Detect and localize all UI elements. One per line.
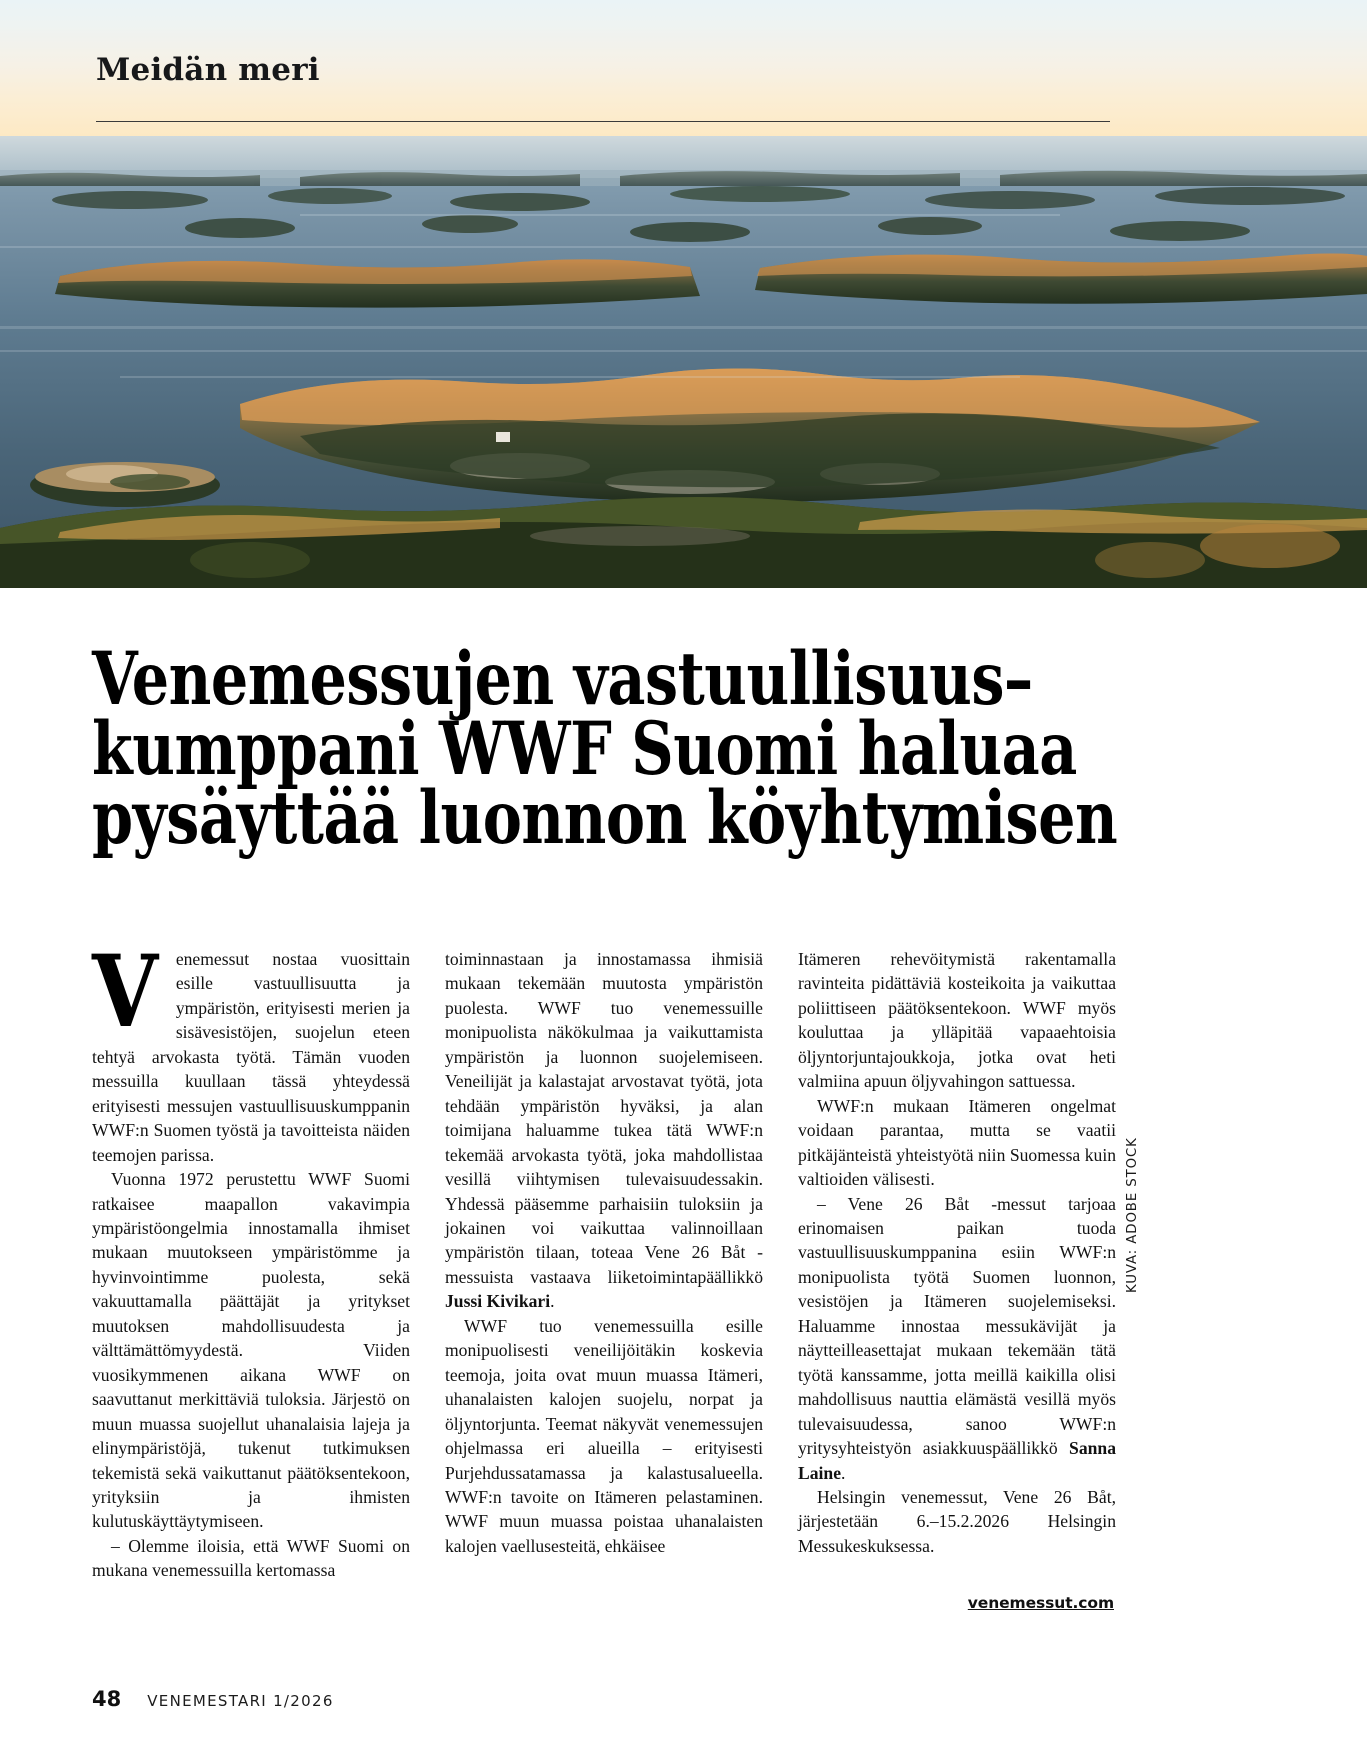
person-name: Jussi Kivikari <box>445 1291 551 1312</box>
body-paragraph: Vuonna 1972 perustettu WWF Suomi ratkaisee maapallon vakavimpia ympäristöongelmia innostamalla ihmiset mukaan muutokseen ympäristömme ja hyvinvointimme puolesta, sekä vakuuttamalla päättäjät ja yritykset muutoksen mahdollisuudesta ja välttämättömyydestä. Viiden vuosikymmenen aikana WWF on saavuttanut merkittäviä tuloksia. Järjestö on muun muassa suojellut uhanalaisia lajeja ja elinympäristöjä, tukenut tutkimuksen tekemistä sekä vaikuttanut päätöksentekoon, yrityksiin ja ihmisten kulutuskäyttäytymiseen. <box>92 1169 410 1532</box>
body-paragraph: – Vene 26 Båt -messut tarjoaa erinomaisen paikan tuoda vastuullisuuskumppanina esiin WWF:n monipuolista työtä Suomen luonnon, vesistöjen ja Itämeren suojelemiseksi. Haluamme innostaa messukävijät ja näytteilleasettajat mukaan tekemään tätä työtä kanssamme, jotta meillä kaikilla olisi mahdollisuus nauttia elämästä vesillä myös tulevaisuudessa, sanoo WWF:n yritysyhteistyön asiakkuuspäällikkö Sanna Laine. <box>798 1193 1116 1483</box>
publication-issue: VENEMESTARI 1/2026 <box>147 1692 334 1710</box>
hero-photo <box>0 136 1367 588</box>
article-headline <box>92 635 1118 862</box>
headline-line-1: Venemessujen vastuullisuus– <box>92 635 1033 722</box>
body-paragraph: toiminnastaan ja innostamassa ihmisiä mukaan tekemään muutosta ympäristön puolesta. WWF tuo venemessuille monipuolista näkökulmaa ja vaikuttamista ympäristön ja luonnon suojelemiseen. Veneilijät ja kalastajat arvostavat työtä, jota tehdään ympäristön hyväksi, ja alan toimijana haluamme tukea tätä WWF:n tekemää arvokasta työtä, joka mahdollistaa vesillä viihtymisen tulevaisuudessakin. Yhdessä pääsemme parhaisiin tuloksiin ja jokainen voi vaikuttaa valinnoillaan ympäristön tilaan, toteaa Vene 26 Båt -messuista vastaava liiketoimintapäällikkö Jussi Kivikari. <box>445 949 763 1312</box>
drop-cap: V <box>92 934 159 1050</box>
page-footer <box>92 1687 334 1711</box>
photo-credit: KUVA: ADOBE STOCK <box>1125 1137 1140 1293</box>
header-band <box>0 0 1367 136</box>
body-column-1 <box>92 934 410 1587</box>
body-paragraph: Itämeren rehevöitymistä rakentamalla ravinteita pidättäviä kosteikoita ja vaikuttaa poliittiseen päätöksentekoon. WWF myös kouluttaa ja ylläpitää vapaaehtoisia öljyntorjuntajoukkoja, jotka ovat heti valmiina apuun öljyvahingon sattuessa. <box>798 949 1116 1092</box>
body-column-2 <box>445 947 763 1587</box>
body-paragraph: V enemessut nostaa vuosittain esille vastuullisuutta ja ympäristön, erityisesti merien ja sisävesistöjen, suojelun eteen tehtyä arvokasta työtä. Tämän vuoden messuilla kuullaan tässä yhteydessä erityisesti messujen vastuullisuuskumppanin WWF:n Suomen työstä ja tavoitteista näiden teemojen parissa. <box>92 934 410 1165</box>
headline-line-2: kumppani WWF Suomi haluaa <box>92 705 1077 792</box>
body-paragraph: WWF tuo venemessuilla esille monipuolisesti veneilijöitäkin koskevia teemoja, joita ovat muun muassa Itämeri, uhanalaisten kalojen suojelu, norpat ja öljyntorjunta. Teemat näkyvät venemessujen ohjelmassa eri alueilla – erityisesti Purjehdussatamassa ja kalastusalueella. WWF:n tavoite on Itämeren pelastaminen. WWF muun muassa poistaa uhanalaisten kalojen vaellusesteitä, ehkäisee <box>445 1315 763 1556</box>
body-paragraph: Helsingin venemessut, Vene 26 Båt, järjestetään 6.–15.2.2026 Helsingin Messukeskuksessa. <box>798 1486 1116 1556</box>
body-column-3 <box>798 947 1116 1587</box>
venemessut-link[interactable]: venemessut.com <box>967 1594 1114 1612</box>
person-name: Sanna Laine <box>798 1438 1116 1483</box>
section-kicker: Meidän meri <box>96 52 320 88</box>
header-divider <box>96 121 1110 122</box>
body-paragraph: – Olemme iloisia, että WWF Suomi on mukana venemessuilla kertomassa <box>92 1535 410 1581</box>
archipelago-sunset-illustration <box>0 136 1367 588</box>
body-paragraph: WWF:n mukaan Itämeren ongelmat voidaan parantaa, mutta se vaatii pitkäjänteistä yhteistyötä niin Suomessa kuin valtioiden välisesti. <box>798 1095 1116 1190</box>
article-body <box>92 934 1116 1587</box>
page-number: 48 <box>92 1687 122 1711</box>
headline-line-3: pysäyttää luonnon köyhtymisen <box>92 775 1118 862</box>
